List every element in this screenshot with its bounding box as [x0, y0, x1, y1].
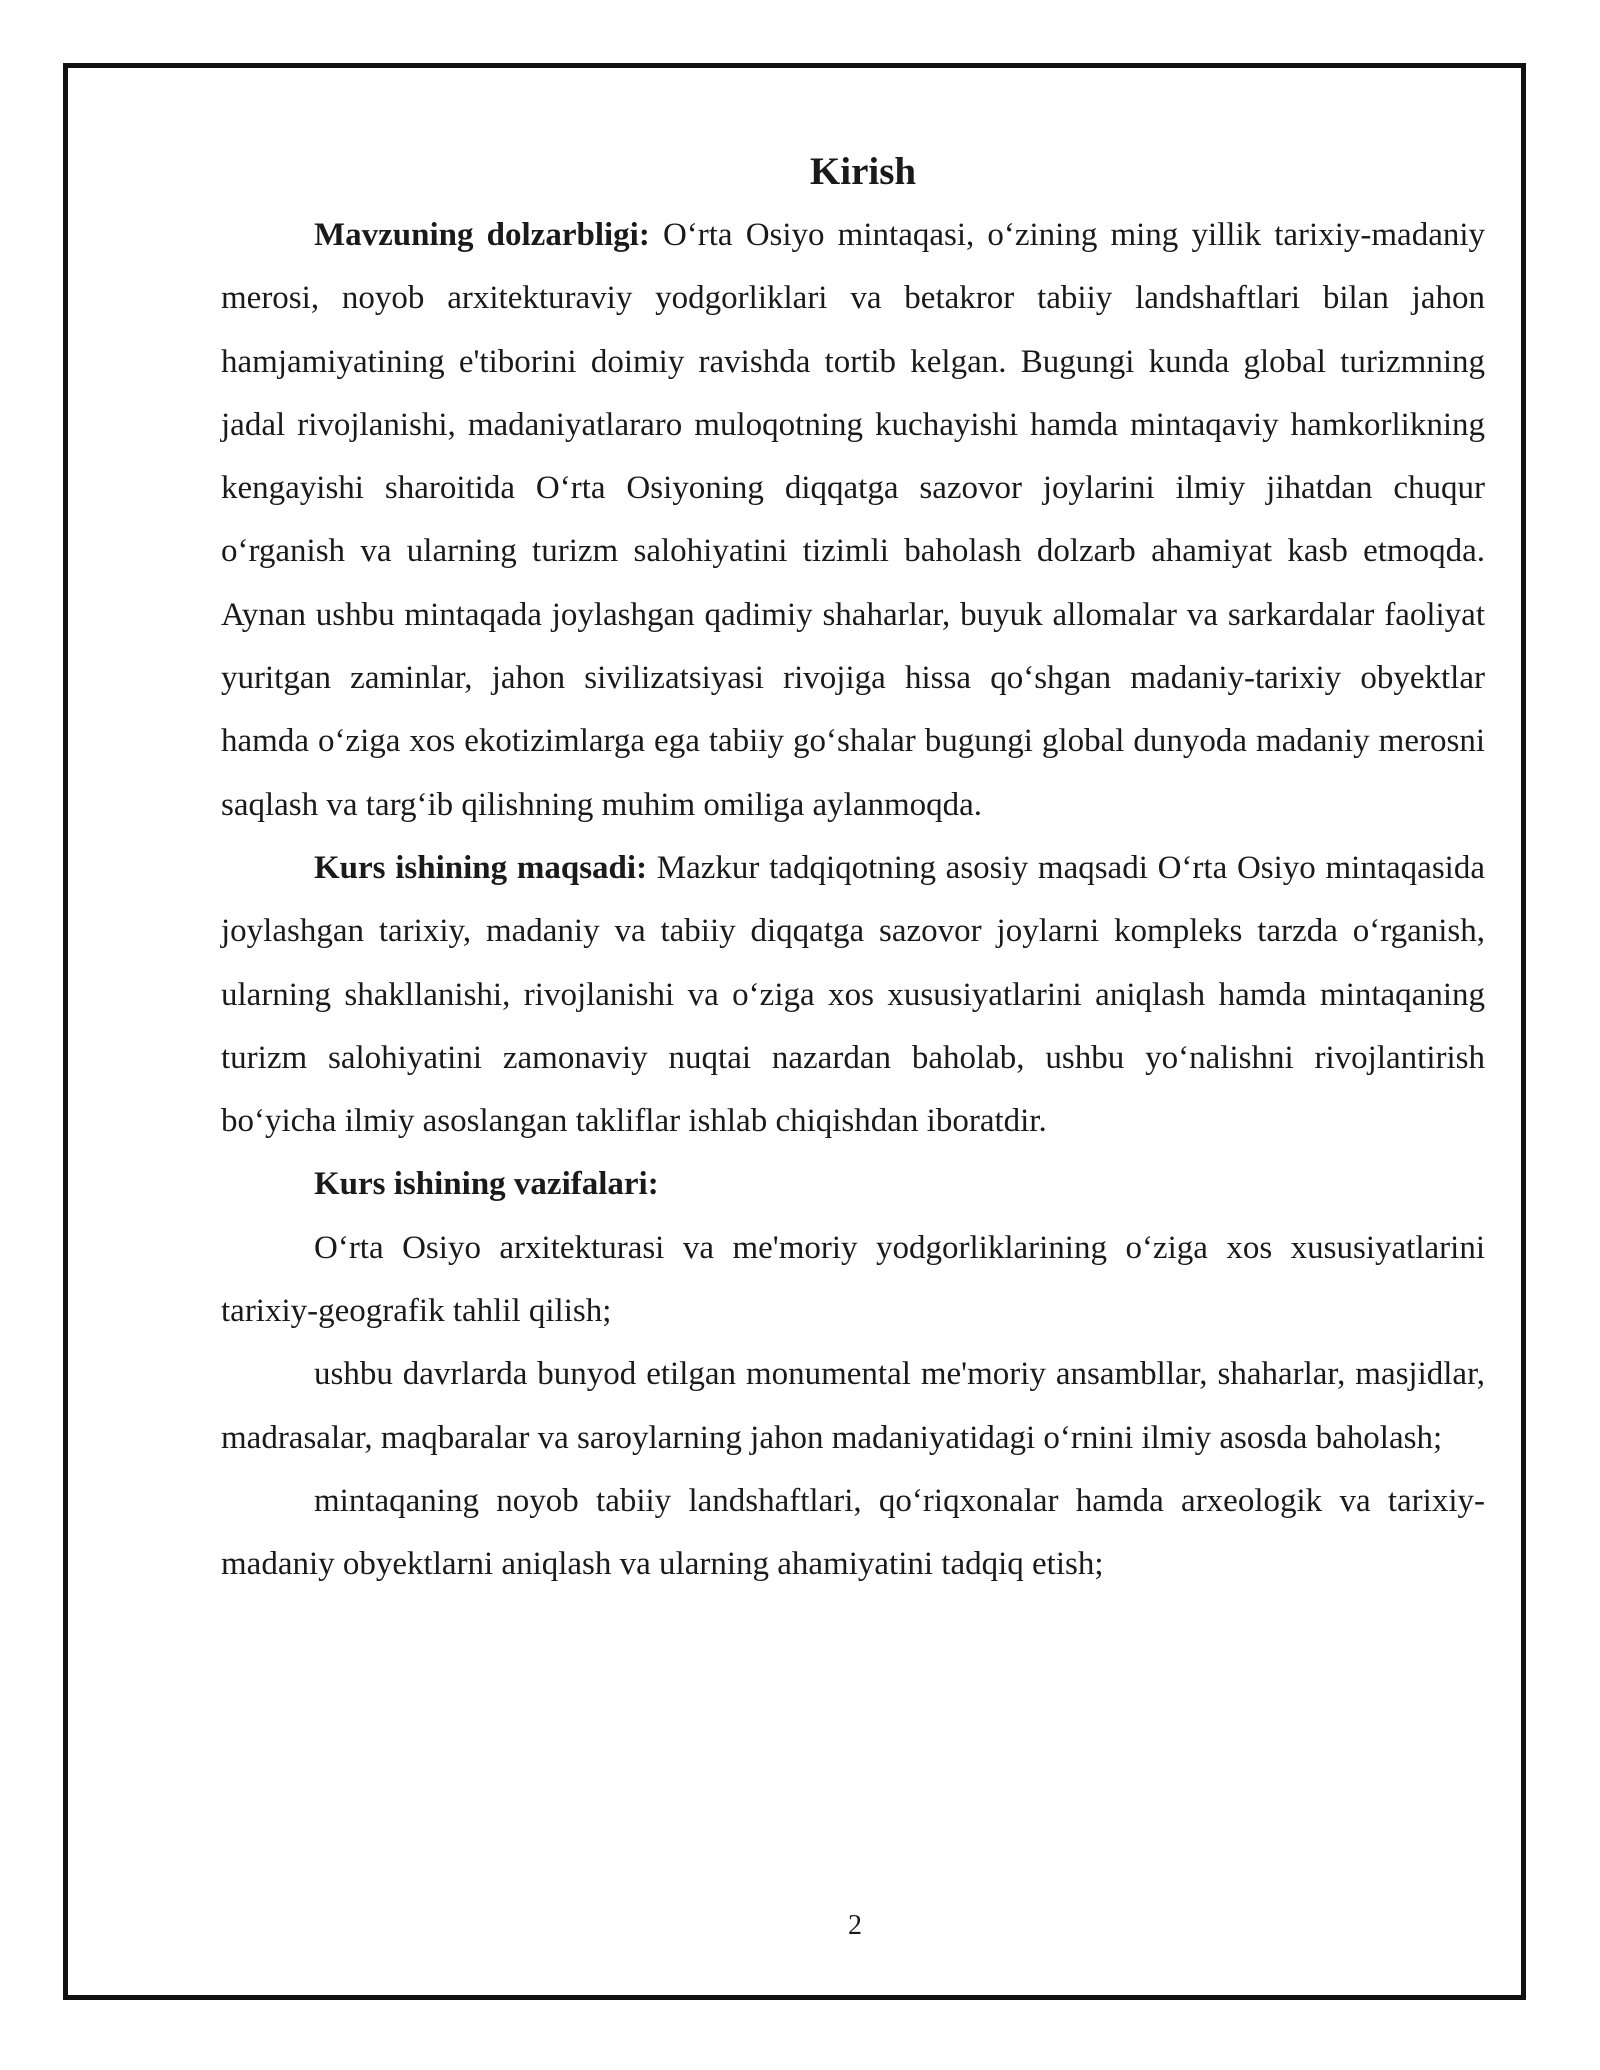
paragraph-relevance: [221, 204, 1485, 837]
paragraph-tasks-heading: [221, 1153, 1485, 1216]
paragraph-text: ushbu davrlarda bunyod etilgan monumental me'moriy ansambllar, shaharlar, masjidlar, madrasalar, maqbaralar va saroylarning jahon madaniyatidagi o‘rnini ilmiy asosda baholash;: [221, 1356, 1485, 1456]
paragraph-text: O‘rta Osiyo mintaqasi, o‘zining ming yillik tarixiy-madaniy merosi, noyob arxitekturaviy yodgorliklari va betakror tabiiy landshaftlari bilan jahon hamjamiyatining e'tiborini doimiy ravishda tortib kelgan. Bugungi kunda global turizmning jadal rivojlanishi, madaniyatlararo muloqotning kuchayishi hamda mintaqaviy hamkorlikning kengayishi sharoitida O‘rta Osiyoning diqqatga sazovor joylarini ilmiy jihatdan chuqur o‘rganish va ularning turizm salohiyatini tizimli baholash dolzarb ahamiyat kasb etmoqda. Aynan ushbu mintaqada joylashgan qadimiy shaharlar, buyuk allomalar va sarkardalar faoliyat yuritgan zaminlar, jahon sivilizatsiyasi rivojiga hissa qo‘shgan madaniy-tarixiy obyektlar hamda o‘ziga xos ekotizimlarga ega tabiiy go‘shalar bugungi global dunyoda madaniy merosni saqlash va targ‘ib qilishning muhim omiliga aylanmoqda.: [221, 217, 1486, 823]
paragraph-text: Mazkur tadqiqotning asosiy maqsadi O‘rta Osiyo mintaqasida joylashgan tarixiy, madaniy va tabiiy diqqatga sazovor joylarni kompleks tarzda o‘rganish, ularning shakllanishi, rivojlanishi va o‘ziga xos xususiyatlarini aniqlash hamda mintaqaning turizm salohiyatini zamonaviy nuqtai nazardan baholab, ushbu yo‘nalishni rivojlantirish bo‘yicha ilmiy asoslangan takliflar ishlab chiqishdan iboratdir.: [221, 849, 1485, 1140]
task-item: [221, 1217, 1485, 1344]
task-item: [221, 1343, 1485, 1470]
document-body: [221, 140, 1485, 1597]
page-number: 2: [848, 1910, 862, 1941]
task-item: [221, 1470, 1485, 1597]
paragraph-goal: [221, 837, 1485, 1153]
document-title: Kirish: [809, 150, 917, 193]
paragraph-lead: Kurs ishining maqsadi:: [314, 849, 648, 886]
paragraph-text: mintaqaning noyob tabiiy landshaftlari, qo‘riqxonalar hamda arxeologik va tarixiy-madaniy obyektlarni aniqlash va ularning ahamiyatini tadqiq etish;: [221, 1482, 1485, 1583]
paragraph-text: O‘rta Osiyo arxitekturasi va me'moriy yodgorliklarining o‘ziga xos xususiyatlarini tarixiy-geografik tahlil qilish;: [221, 1229, 1485, 1330]
paragraph-lead: Mavzuning dolzarbligi:: [314, 217, 650, 253]
paragraph-lead: Kurs ishining vazifalari:: [314, 1166, 659, 1203]
